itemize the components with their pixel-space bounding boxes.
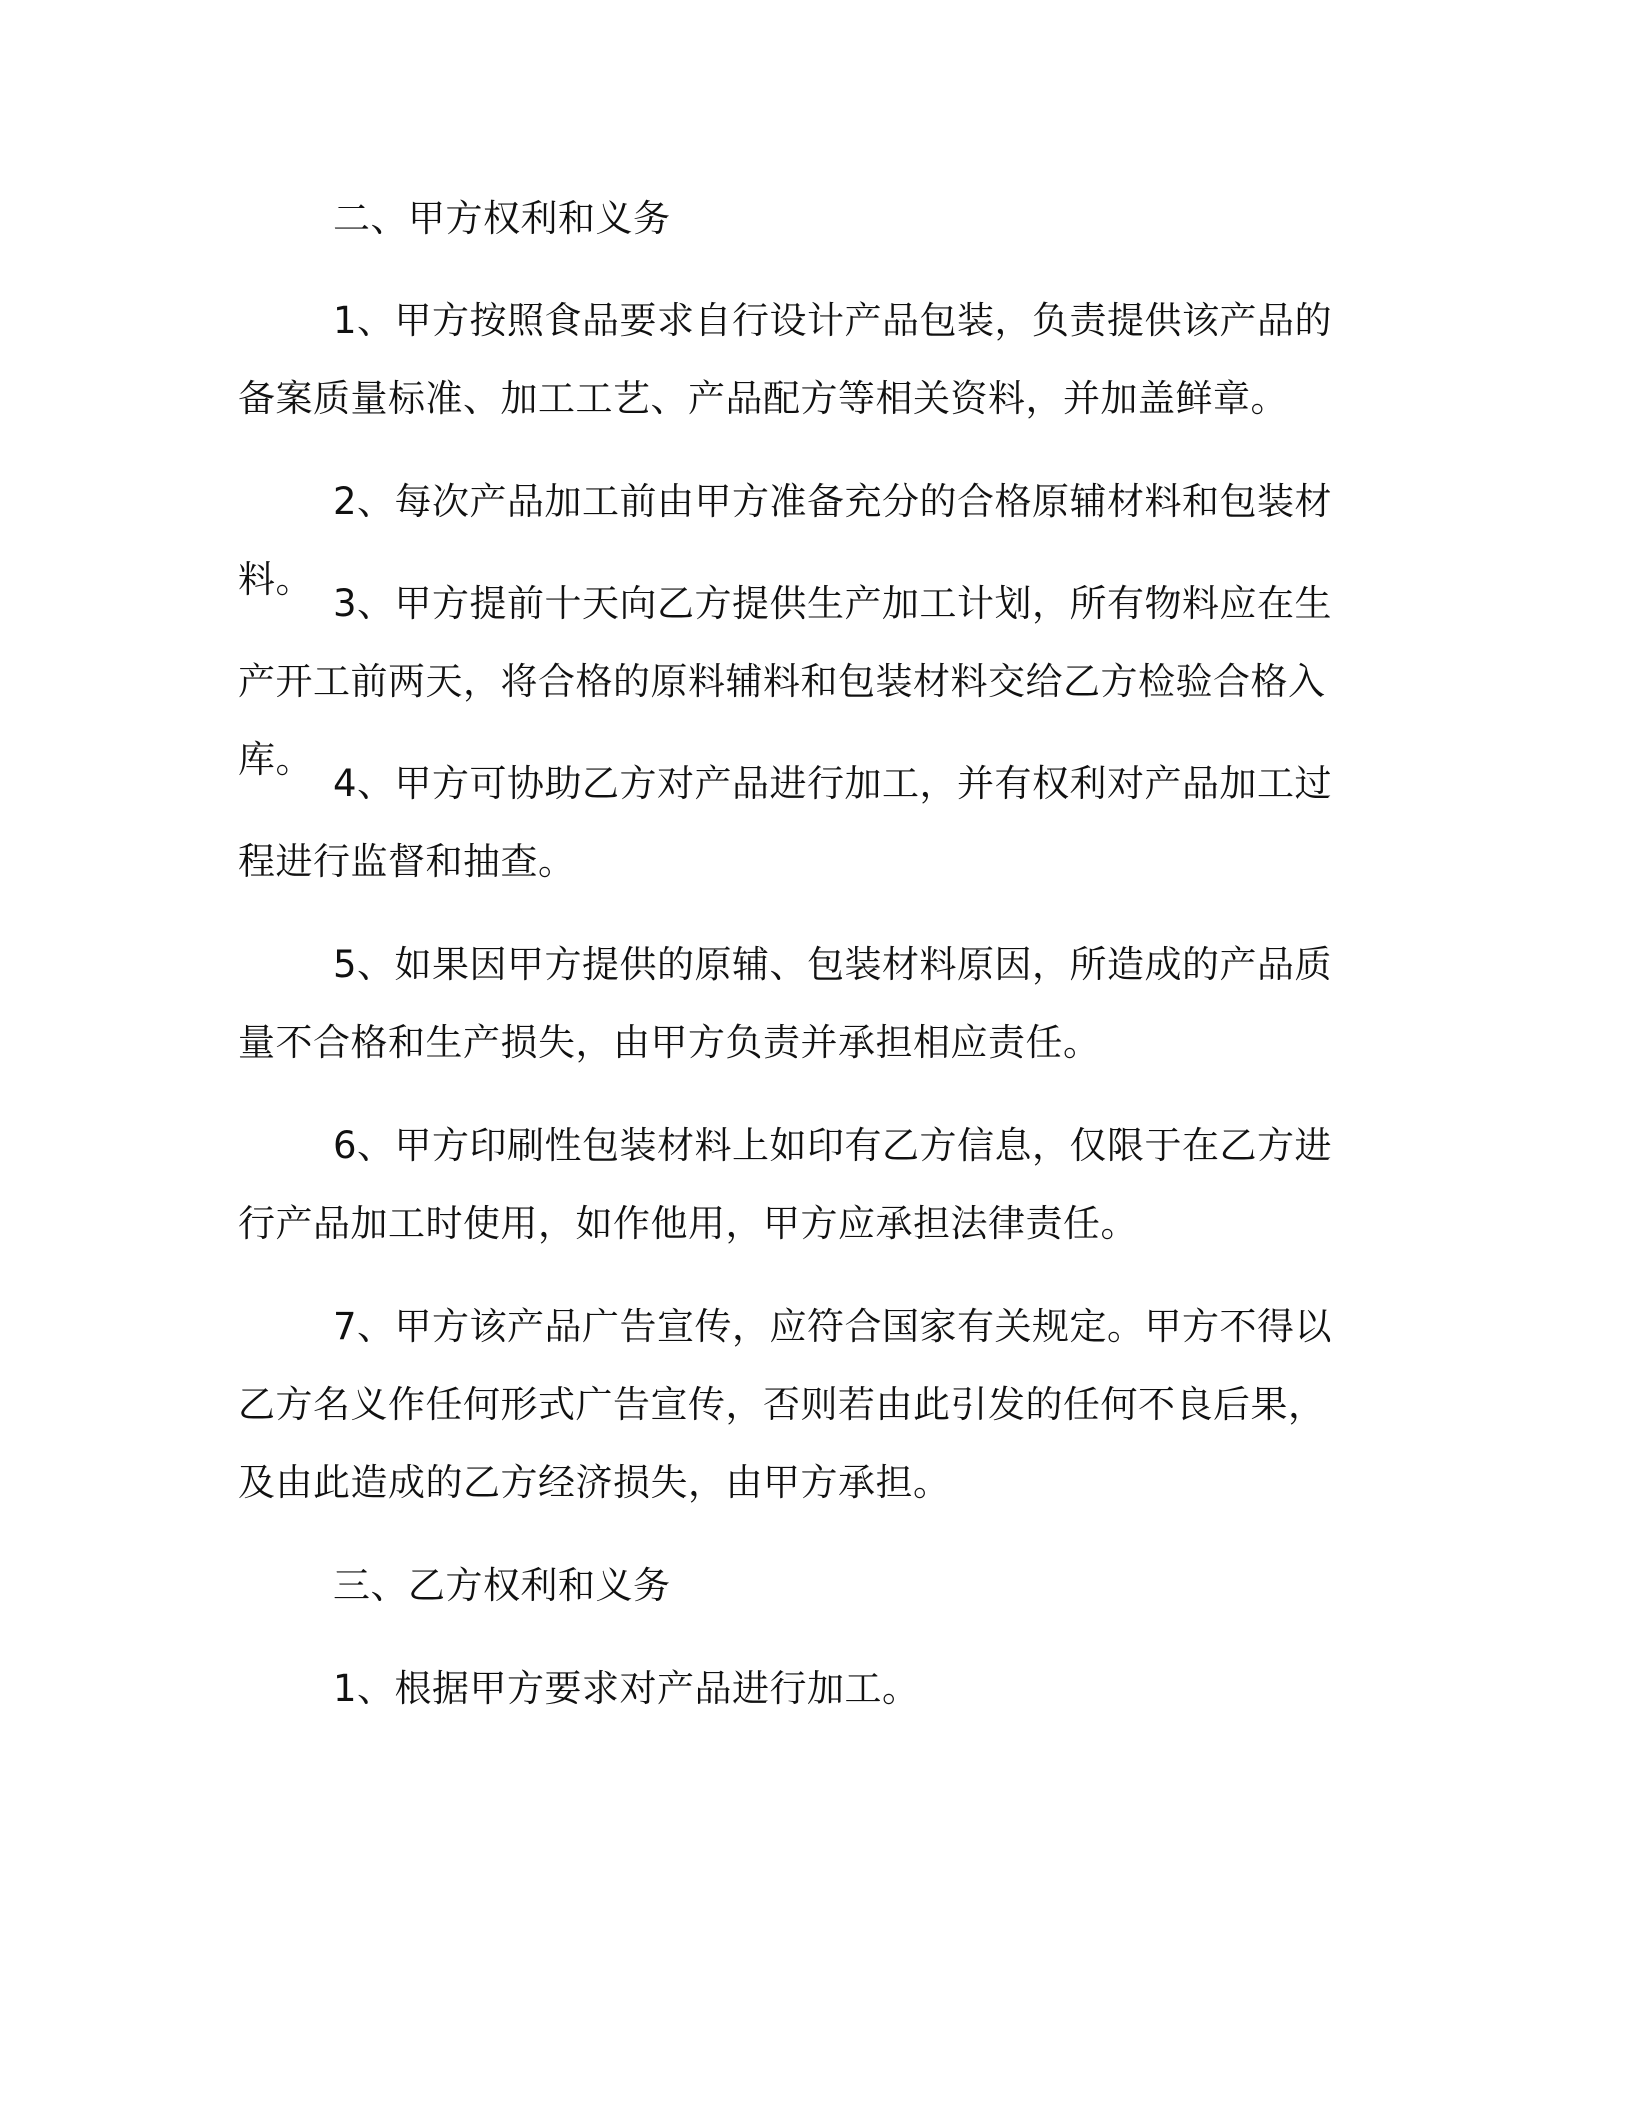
clause-a-1: 1、甲方按照食品要求自行设计产品包装，负责提供该产品的备案质量标准、加工工艺、产品配方等相关资料，并加盖鲜章。 <box>238 299 1333 420</box>
clause-a-4: 4、甲方可协助乙方对产品进行加工，并有权利对产品加工过程进行监督和抽查。 <box>238 762 1333 883</box>
clause-a-6: 6、甲方印刷性包装材料上如印有乙方信息，仅限于在乙方进行产品加工时使用，如作他用，甲方应承担法律责任。 <box>238 1124 1333 1245</box>
clause-b-1: 1、根据甲方要求对产品进行加工。 <box>333 1667 920 1710</box>
clause-a-3: 3、甲方提前十天向乙方提供生产加工计划，所有物料应在生产开工前两天，将合格的原料辅料和包装材料交给乙方检验合格入库。 <box>238 582 1333 781</box>
section-heading-party-b: 三、乙方权利和义务 <box>333 1564 671 1607</box>
section-heading-party-a: 二、甲方权利和义务 <box>333 197 671 240</box>
clause-a-2: 2、每次产品加工前由甲方准备充分的合格原辅材料和包装材料。 <box>238 480 1333 601</box>
clause-a-5: 5、如果因甲方提供的原辅、包装材料原因，所造成的产品质量不合格和生产损失，由甲方负责并承担相应责任。 <box>238 943 1333 1064</box>
clause-a-7: 7、甲方该产品广告宣传，应符合国家有关规定。甲方不得以乙方名义作任何形式广告宣传，否则若由此引发的任何不良后果，及由此造成的乙方经济损失，由甲方承担。 <box>238 1305 1333 1504</box>
